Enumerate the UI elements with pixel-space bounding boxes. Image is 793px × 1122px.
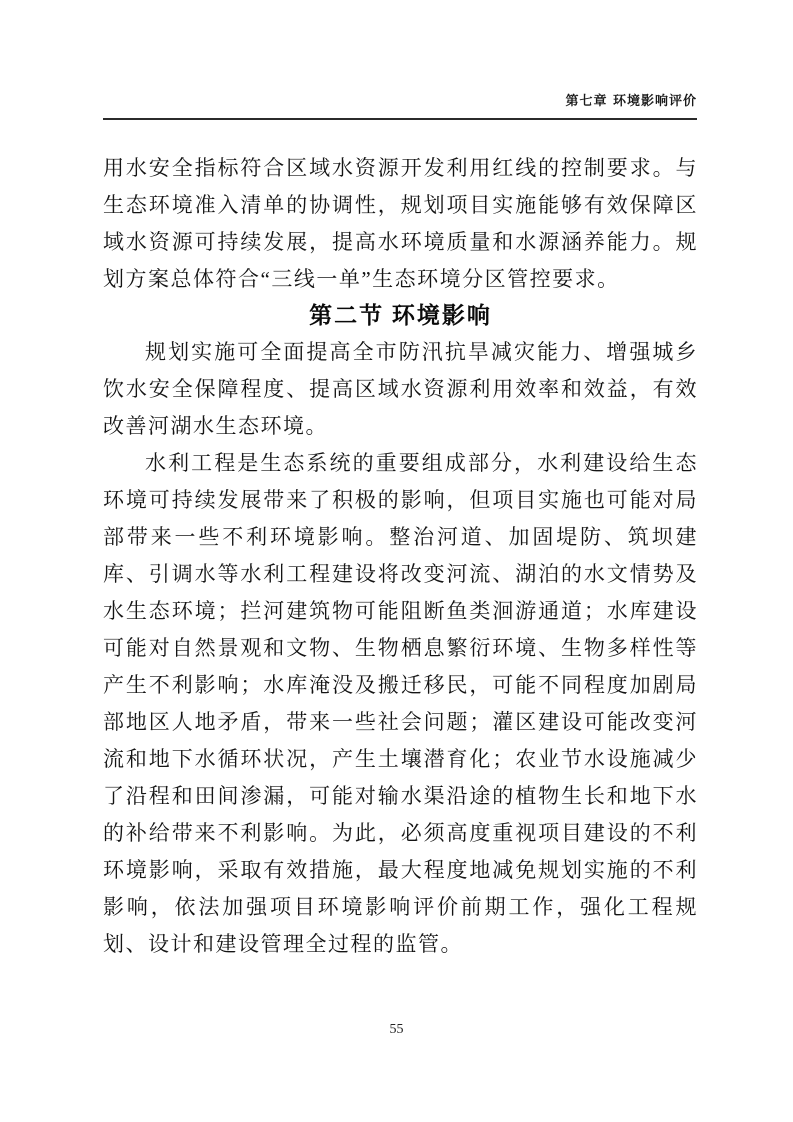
body-paragraph: 水利工程是生态系统的重要组成部分，水利建设给生态环境可持续发展带来了积极的影响，但项目实施也可能对局部带来一些不利环境影响。整治河道、加固堤防、筑坝建库、引调水等水利工程建设将改变河流、湖泊的水文情势及水生态环境；拦河建筑物可能阻断鱼类洄游通道；水库建设可能对自然景观和文物、生物栖息繁衍环境、生物多样性等产生不利影响；水库淹没及搬迁移民，可能不同程度加剧局部地区人地矛盾，带来一些社会问题；灌区建设可能改变河流和地下水循环状况，产生土壤潜育化；农业节水设施减少了沿程和田间渗漏，可能对输水渠沿途的植物生长和地下水的补给带来不利影响。为此，必须高度重视项目建设的不利环境影响，采取有效措施，最大程度地减免规划实施的不利影响，依法加强项目环境影响评价前期工作，强化工程规划、设计和建设管理全过程的监管。 [103,451,698,956]
running-header-chapter-title: 第七章 环境影响评价 [565,94,697,109]
document-body [103,150,698,963]
header-rule-divider [103,118,697,120]
section-heading: 第二节 环境影响 [309,303,492,328]
page-number: 55 [389,1022,404,1037]
intro-paragraph: 用水安全指标符合区域水资源开发利用红线的控制要求。与生态环境准入清单的协调性，规划项目实施能够有效保障区域水资源可持续发展，提高水环境质量和水源涵养能力。规划方案总体符合“三线一单”生态环境分区管控要求。 [103,156,698,291]
body-paragraph: 规划实施可全面提高全市防汛抗旱减灾能力、增强城乡饮水安全保障程度、提高区域水资源利用效率和效益，有效改善河湖水生态环境。 [103,340,698,438]
